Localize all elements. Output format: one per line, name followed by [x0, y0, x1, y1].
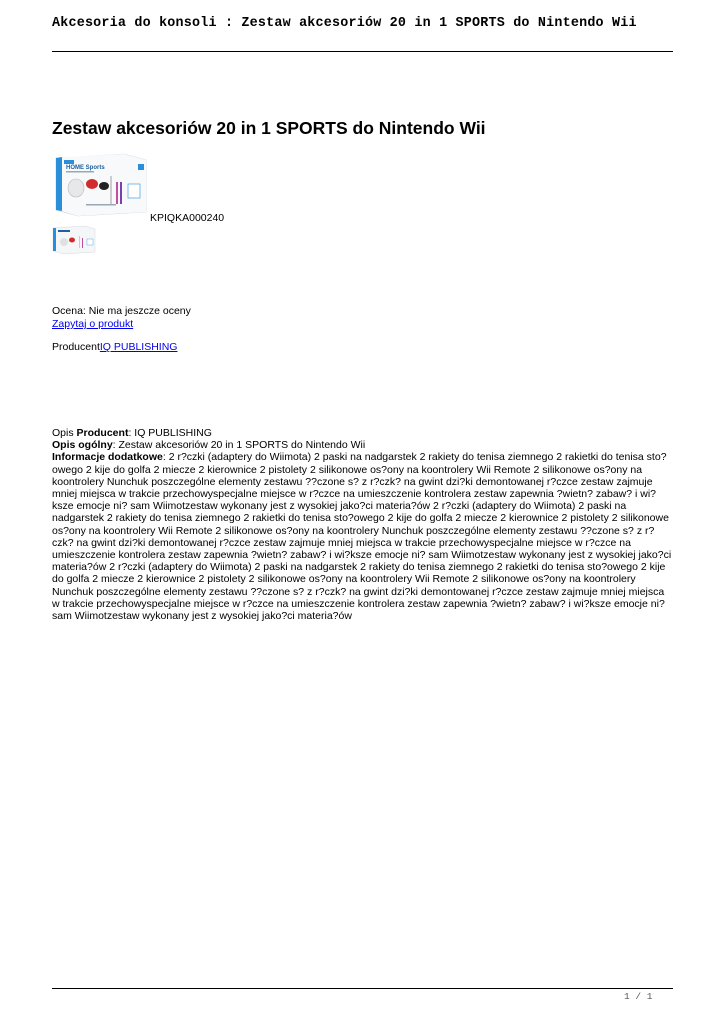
description-extra-row — [52, 451, 674, 622]
description-producer-value: : IQ PUBLISHING — [128, 427, 212, 439]
product-title: Zestaw akcesoriów 20 in 1 SPORTS do Nintendo Wii — [52, 118, 486, 138]
description-general-value: : Zestaw akcesoriów 20 in 1 SPORTS do Nintendo Wii — [112, 439, 366, 452]
footer-divider — [52, 988, 673, 989]
description-producer-label: Producent — [76, 427, 129, 439]
header-divider — [52, 51, 673, 52]
product-image-brand-text: HOME Sports — [66, 165, 105, 171]
page-number: 1 / 1 — [624, 991, 653, 1002]
product-image[interactable] — [52, 152, 148, 218]
producer-line — [52, 341, 177, 353]
description-extra-value: : 2 r?czki (adaptery do Wiimota) 2 paski na nadgarstek 2 rakiety do tenisa ziemnego 2 rakietki do tenisa sto?owego 2 kije do golfa 2 miecze 2 kierownice 2 pistolety 2 silikonowe os?ony na koontrolery Wii Remote 2 silikonowe os?ony na koontrolery Nunchuk poszczególne elementy zestawu ??czone s? z r?czk? na gwint dzi?ki demontowanej r?czce zestaw zajmuje mniej miejsca w trakcie przechowyspecjalne miejsce w r?czce na umieszczenie kontrolera zestaw zapewnia ?wietn? zabaw? i wi?ksze emocje ni? sam Wiimotzestaw wykonany jest z wysokiej jako?ci materia?ów 2 r?czki (adaptery do Wiimota) 2 paski na nadgarstek 2 rakiety do tenisa ziemnego 2 rakietki do tenisa sto?owego 2 kije do golfa 2 miecze 2 kierownice 2 pistolety 2 silikonowe os?ony na koontrolery Wii Remote 2 silikonowe os?ony na koontrolery Nunchuk poszczególne elementy zestawu ??czone s? z r?czk? na gwint dzi?ki demontowanej r?czce zestaw zajmuje mniej miejsca w trakcie przechowyspecjalne miejsce w r?czce na umieszczenie kontrolera zestaw zapewnia ?wietn? zabaw? i wi?ksze emocje ni? sam Wiimotzestaw wykonany jest z wysokiej jako?ci materia?ów 2 r?czki (adaptery do Wiimota) 2 paski na nadgarstek 2 rakiety do tenisa ziemnego 2 rakietki do tenisa sto?owego 2 kije do golfa 2 miecze 2 kierownice 2 pistolety 2 silikonowe os?ony na koontrolery Wii Remote 2 silikonowe os?ony na koontrolery Nunchuk poszczególne elementy zestawu ??czone s? z r?czk? na gwint dzi?ki demontowanej r?czce zestaw zajmuje mniej miejsca w trakcie przechowyspecjalne miejsce w r?czce na umieszczenie kontrolera zestaw zapewnia ?wietn? zabaw? i wi?ksze emocje ni? sam Wiimotzestaw wykonany jest z wysokiej jako?ci materia?ów — [52, 451, 672, 623]
product-thumbnail[interactable] — [52, 225, 96, 255]
description-general-label: Opis ogólny — [52, 439, 113, 452]
ask-about-product-link[interactable]: Zapytaj o produkt — [52, 318, 134, 330]
description-heading: Opis — [52, 427, 74, 439]
description-extra-label: Informacje dodatkowe — [52, 451, 163, 464]
page-header-title: Akcesoria do konsoli : Zestaw akcesoriów 20 in 1 SPORTS do Nintendo Wii — [52, 16, 637, 31]
description-general-row — [52, 439, 674, 451]
producer-link[interactable]: IQ PUBLISHING — [99, 341, 178, 353]
product-description — [52, 427, 674, 622]
product-sku: KPIQKA000240 — [150, 212, 225, 224]
rating-text: Ocena: Nie ma jeszcze oceny — [52, 305, 191, 317]
description-producer-row — [52, 427, 674, 439]
producer-label: Producent — [52, 341, 100, 353]
